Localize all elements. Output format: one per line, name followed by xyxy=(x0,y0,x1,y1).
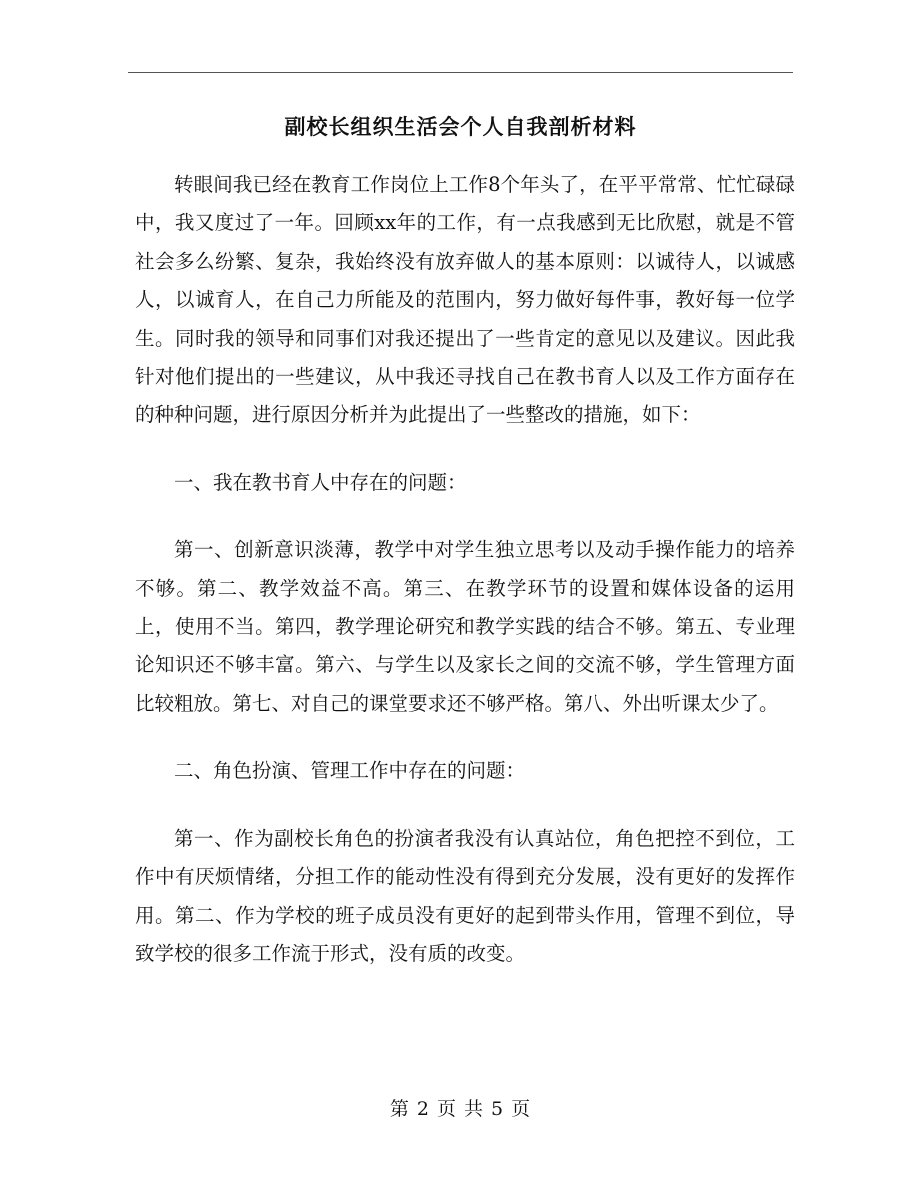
page-number-footer: 第 2 页 共 5 页 xyxy=(389,1098,532,1120)
section-heading-2: 二、角色扮演、管理工作中存在的问题： xyxy=(174,759,526,783)
paragraph-section-1: 第一、创新意识淡薄，教学中对学生独立思考以及动手操作能力的培养不够。第二、教学效益不高。第三、在教学环节的设置和媒体设备的运用上，使用不当。第四，教学理论研究和教学实践的结合不够。第五、专业理论知识还不够丰富。第六、与学生以及家长之间的交流不够，学生管理方面比较粗放。第七、对自己的课堂要求还不够严格。第八、外出听课太少了。 xyxy=(135,538,795,715)
section-heading-1: 一、我在教书育人中存在的问题： xyxy=(174,470,467,494)
paragraph-intro: 转眼间我已经在教育工作岗位上工作8个年头了，在平平常常、忙忙碌碌中，我又度过了一年。回顾xx年的工作，有一点我感到无比欣慰，就是不管社会多么纷繁、复杂，我始终没有放弃做人的基本原则：以诚待人，以诚感人，以诚育人，在自己力所能及的范围内，努力做好每件事，教好每一位学生。同时我的领导和同事们对我还提出了一些肯定的意见以及建议。因此我针对他们提出的一些建议，从中我还寻找自己在教书育人以及工作方面存在的种种问题，进行原因分析并为此提出了一些整改的措施，如下： xyxy=(135,173,795,427)
paragraph-section-2: 第一、作为副校长角色的扮演者我没有认真站位，角色把控不到位，工作中有厌烦情绪，分担工作的能动性没有得到充分发展，没有更好的发挥作用。第二、作为学校的班子成员没有更好的起到带头作用，管理不到位，导致学校的很多工作流于形式，没有质的改变。 xyxy=(135,826,795,965)
document-body xyxy=(135,166,795,1002)
header-rule xyxy=(128,72,793,73)
document-title: 副校长组织生活会个人自我剖析材料 xyxy=(284,114,637,139)
